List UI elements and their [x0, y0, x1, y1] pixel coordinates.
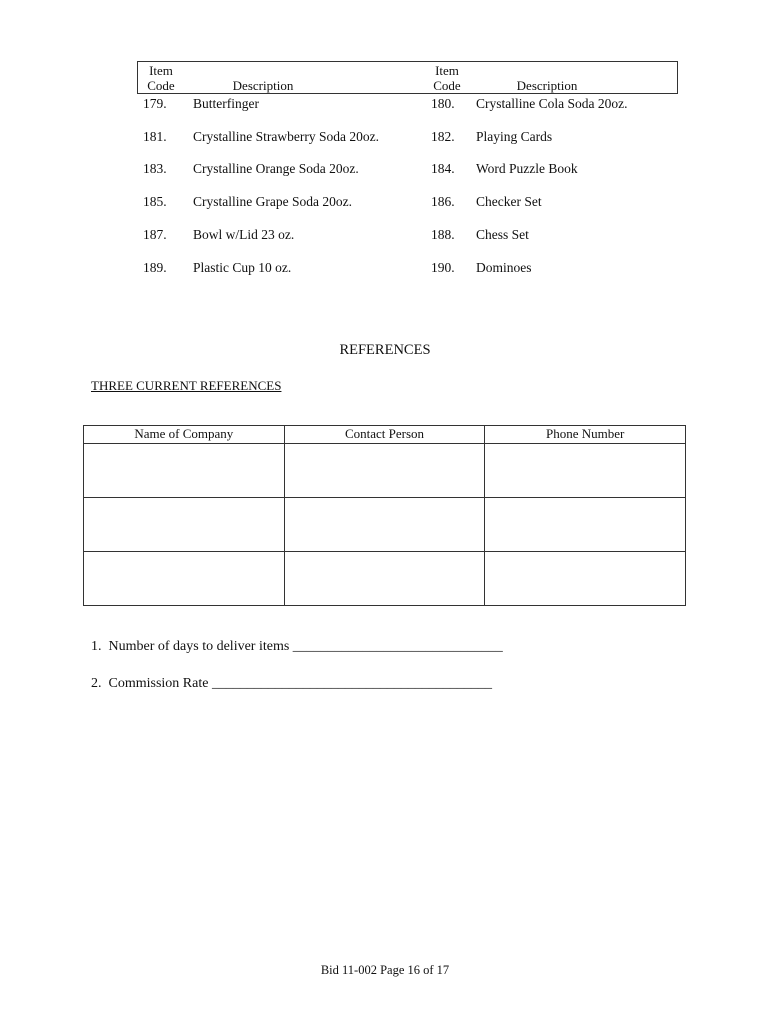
- item-description: Butterfinger: [193, 96, 259, 111]
- item-code: 182.: [431, 129, 455, 144]
- column-header-company: Name of Company: [84, 426, 285, 444]
- company-field[interactable]: [84, 444, 285, 498]
- item-description: Crystalline Grape Soda 20oz.: [193, 194, 352, 209]
- right-description-header: Description: [516, 78, 578, 93]
- item-description: Crystalline Strawberry Soda 20oz.: [193, 129, 379, 144]
- item-description: Dominoes: [476, 260, 532, 275]
- item-code: 185.: [143, 194, 167, 209]
- question-number: 2.: [91, 676, 102, 691]
- item-code: 189.: [143, 260, 167, 275]
- item-description: Chess Set: [476, 227, 529, 242]
- item-code: 188.: [431, 227, 455, 242]
- references-title: REFERENCES: [339, 342, 431, 358]
- contact-field[interactable]: [284, 498, 485, 552]
- company-field[interactable]: [84, 552, 285, 606]
- item-description: Word Puzzle Book: [476, 161, 578, 176]
- left-code-header-top: Item: [149, 63, 173, 78]
- item-code: 187.: [143, 227, 167, 242]
- left-code-header-bottom: Code: [147, 78, 175, 93]
- left-description-header: Description: [232, 78, 294, 93]
- item-description: Crystalline Orange Soda 20oz.: [193, 161, 359, 176]
- column-header-phone: Phone Number: [485, 426, 686, 444]
- right-code-header: [429, 63, 465, 93]
- delivery-days-blank[interactable]: ______________________________: [292, 639, 503, 654]
- right-code-header-bottom: Code: [433, 78, 461, 93]
- table-row: [84, 444, 686, 498]
- phone-field[interactable]: [485, 498, 686, 552]
- item-code: 179.: [143, 96, 167, 111]
- column-header-contact: Contact Person: [284, 426, 485, 444]
- commission-rate-blank[interactable]: ________________________________________: [211, 676, 492, 691]
- item-description: Checker Set: [476, 194, 542, 209]
- references-header-row: [84, 426, 686, 444]
- references-subtitle: THREE CURRENT REFERENCES: [91, 378, 282, 393]
- item-code: 186.: [431, 194, 455, 209]
- question-number: 1.: [91, 639, 102, 654]
- contact-field[interactable]: [284, 552, 485, 606]
- item-code: 181.: [143, 129, 167, 144]
- item-code: 184.: [431, 161, 455, 176]
- right-code-header-top: Item: [435, 63, 459, 78]
- item-description: Plastic Cup 10 oz.: [193, 260, 292, 275]
- item-description: Playing Cards: [476, 129, 553, 144]
- item-description: Crystalline Cola Soda 20oz.: [476, 96, 628, 111]
- references-table: [83, 425, 686, 606]
- phone-field[interactable]: [485, 444, 686, 498]
- page-footer: Bid 11-002 Page 16 of 17: [320, 963, 450, 977]
- item-description: Bowl w/Lid 23 oz.: [193, 227, 295, 242]
- left-code-header: [143, 63, 179, 93]
- table-row: [84, 552, 686, 606]
- phone-field[interactable]: [485, 552, 686, 606]
- item-code: 190.: [431, 260, 455, 275]
- question-label: Number of days to deliver items: [108, 639, 290, 654]
- contact-field[interactable]: [284, 444, 485, 498]
- item-code: 180.: [431, 96, 455, 111]
- item-code: 183.: [143, 161, 167, 176]
- company-field[interactable]: [84, 498, 285, 552]
- delivery-days-question: [91, 639, 503, 655]
- question-label: Commission Rate: [108, 676, 209, 691]
- commission-rate-question: [91, 676, 492, 692]
- table-row: [84, 498, 686, 552]
